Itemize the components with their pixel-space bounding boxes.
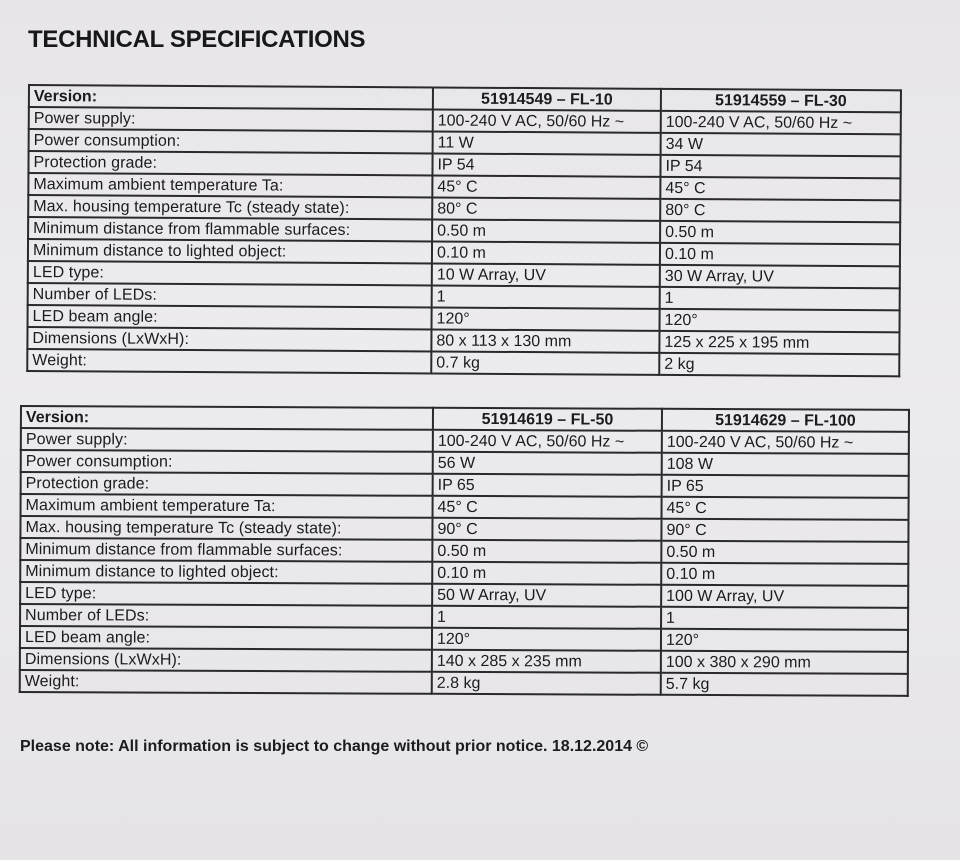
spec-label: Maximum ambient temperature Ta:	[28, 173, 432, 197]
spec-value: 100-240 V AC, 50/60 Hz ~	[433, 109, 661, 132]
spec-value: 5.7 kg	[661, 673, 908, 696]
spec-value: 90° C	[432, 518, 661, 541]
spec-value: 140 x 285 x 235 mm	[432, 650, 661, 673]
spec-value: 0.7 kg	[431, 351, 659, 374]
spec-value: 100-240 V AC, 50/60 Hz ~	[661, 111, 901, 134]
spec-label: LED type:	[20, 582, 432, 606]
spec-label: Power consumption:	[21, 450, 433, 474]
spec-value: 0.10 m	[660, 243, 900, 266]
spec-value: 45° C	[433, 496, 662, 519]
spec-value: 1	[661, 607, 908, 630]
spec-label: Dimensions (LxWxH):	[27, 327, 431, 351]
spec-value: 100-240 V AC, 50/60 Hz ~	[662, 431, 909, 454]
table-row	[27, 349, 899, 376]
spec-value: 80° C	[432, 197, 660, 220]
spec-label: Power consumption:	[29, 129, 433, 153]
spec-label: LED beam angle:	[20, 626, 432, 650]
spec-value: 100 x 380 x 290 mm	[661, 651, 908, 674]
spec-value: IP 54	[432, 153, 660, 176]
spec-value: 0.50 m	[660, 221, 900, 244]
page-title: TECHNICAL SPECIFICATIONS	[28, 26, 366, 53]
spec-value: 0.10 m	[432, 241, 660, 264]
spec-value: 90° C	[661, 519, 908, 542]
spec-value: 120°	[660, 309, 900, 332]
spec-label: Maximum ambient temperature Ta:	[21, 494, 433, 518]
version-label: Version:	[21, 406, 433, 430]
spec-value: 0.10 m	[661, 563, 908, 586]
spec-label: Max. housing temperature Tc (steady state):	[28, 195, 432, 219]
spec-label: Power supply:	[29, 107, 433, 131]
spec-label: Dimensions (LxWxH):	[20, 648, 432, 672]
spec-label: LED type:	[28, 261, 432, 285]
spec-value: 45° C	[660, 177, 900, 200]
model-header: 51914619 – FL-50	[433, 408, 662, 431]
spec-table-1	[26, 84, 902, 377]
spec-label: Protection grade:	[28, 151, 432, 175]
model-header: 51914559 – FL-30	[661, 89, 901, 112]
spec-value: 45° C	[432, 175, 660, 198]
spec-label: Minimum distance from flammable surfaces:	[20, 538, 432, 562]
spec-value: 10 W Array, UV	[432, 263, 660, 286]
spec-value: 0.10 m	[432, 562, 661, 585]
spec-value: IP 65	[662, 475, 909, 498]
spec-value: 50 W Array, UV	[432, 584, 661, 607]
spec-value: 1	[660, 287, 900, 310]
spec-value: 108 W	[662, 453, 909, 476]
spec-value: 80° C	[660, 199, 900, 222]
spec-value: 34 W	[661, 133, 901, 156]
spec-label: Minimum distance to lighted object:	[20, 560, 432, 584]
spec-label: Power supply:	[21, 428, 433, 452]
spec-label: Protection grade:	[21, 472, 433, 496]
footer-note: Please note: All information is subject to change without prior notice. 18.12.2014 ©	[20, 738, 649, 755]
spec-table-2	[19, 405, 910, 697]
spec-label: Minimum distance to lighted object:	[28, 239, 432, 263]
spec-value: IP 54	[660, 155, 900, 178]
spec-value: 120°	[661, 629, 908, 652]
spec-value: 56 W	[433, 452, 662, 475]
table-body	[27, 107, 901, 376]
spec-value: 1	[432, 285, 660, 308]
table-body	[20, 428, 909, 696]
table-row	[20, 670, 908, 696]
spec-value: 2.8 kg	[432, 672, 661, 695]
spec-value: 100 W Array, UV	[661, 585, 908, 608]
spec-value: 0.50 m	[661, 541, 908, 564]
spec-value: 120°	[432, 628, 661, 651]
model-header: 51914629 – FL-100	[662, 409, 909, 432]
spec-label: Number of LEDs:	[20, 604, 432, 628]
spec-value: 120°	[432, 307, 660, 330]
spec-value: 2 kg	[659, 353, 899, 376]
version-label: Version:	[29, 85, 433, 109]
spec-label: Minimum distance from flammable surfaces:	[28, 217, 432, 241]
spec-label: Weight:	[20, 670, 432, 694]
spec-value: 125 x 225 x 195 mm	[659, 331, 899, 354]
spec-label: Weight:	[27, 349, 431, 373]
spec-value: 100-240 V AC, 50/60 Hz ~	[433, 430, 662, 453]
model-header: 51914549 – FL-10	[433, 87, 661, 110]
spec-value: 0.50 m	[432, 219, 660, 242]
spec-value: 30 W Array, UV	[660, 265, 900, 288]
spec-label: LED beam angle:	[28, 305, 432, 329]
spec-label: Max. housing temperature Tc (steady state):	[20, 516, 432, 540]
spec-value: 0.50 m	[432, 540, 661, 563]
spec-value: 80 x 113 x 130 mm	[431, 329, 659, 352]
spec-value: 11 W	[433, 131, 661, 154]
spec-value: IP 65	[433, 474, 662, 497]
spec-value: 45° C	[662, 497, 909, 520]
spec-label: Number of LEDs:	[28, 283, 432, 307]
spec-value: 1	[432, 606, 661, 629]
